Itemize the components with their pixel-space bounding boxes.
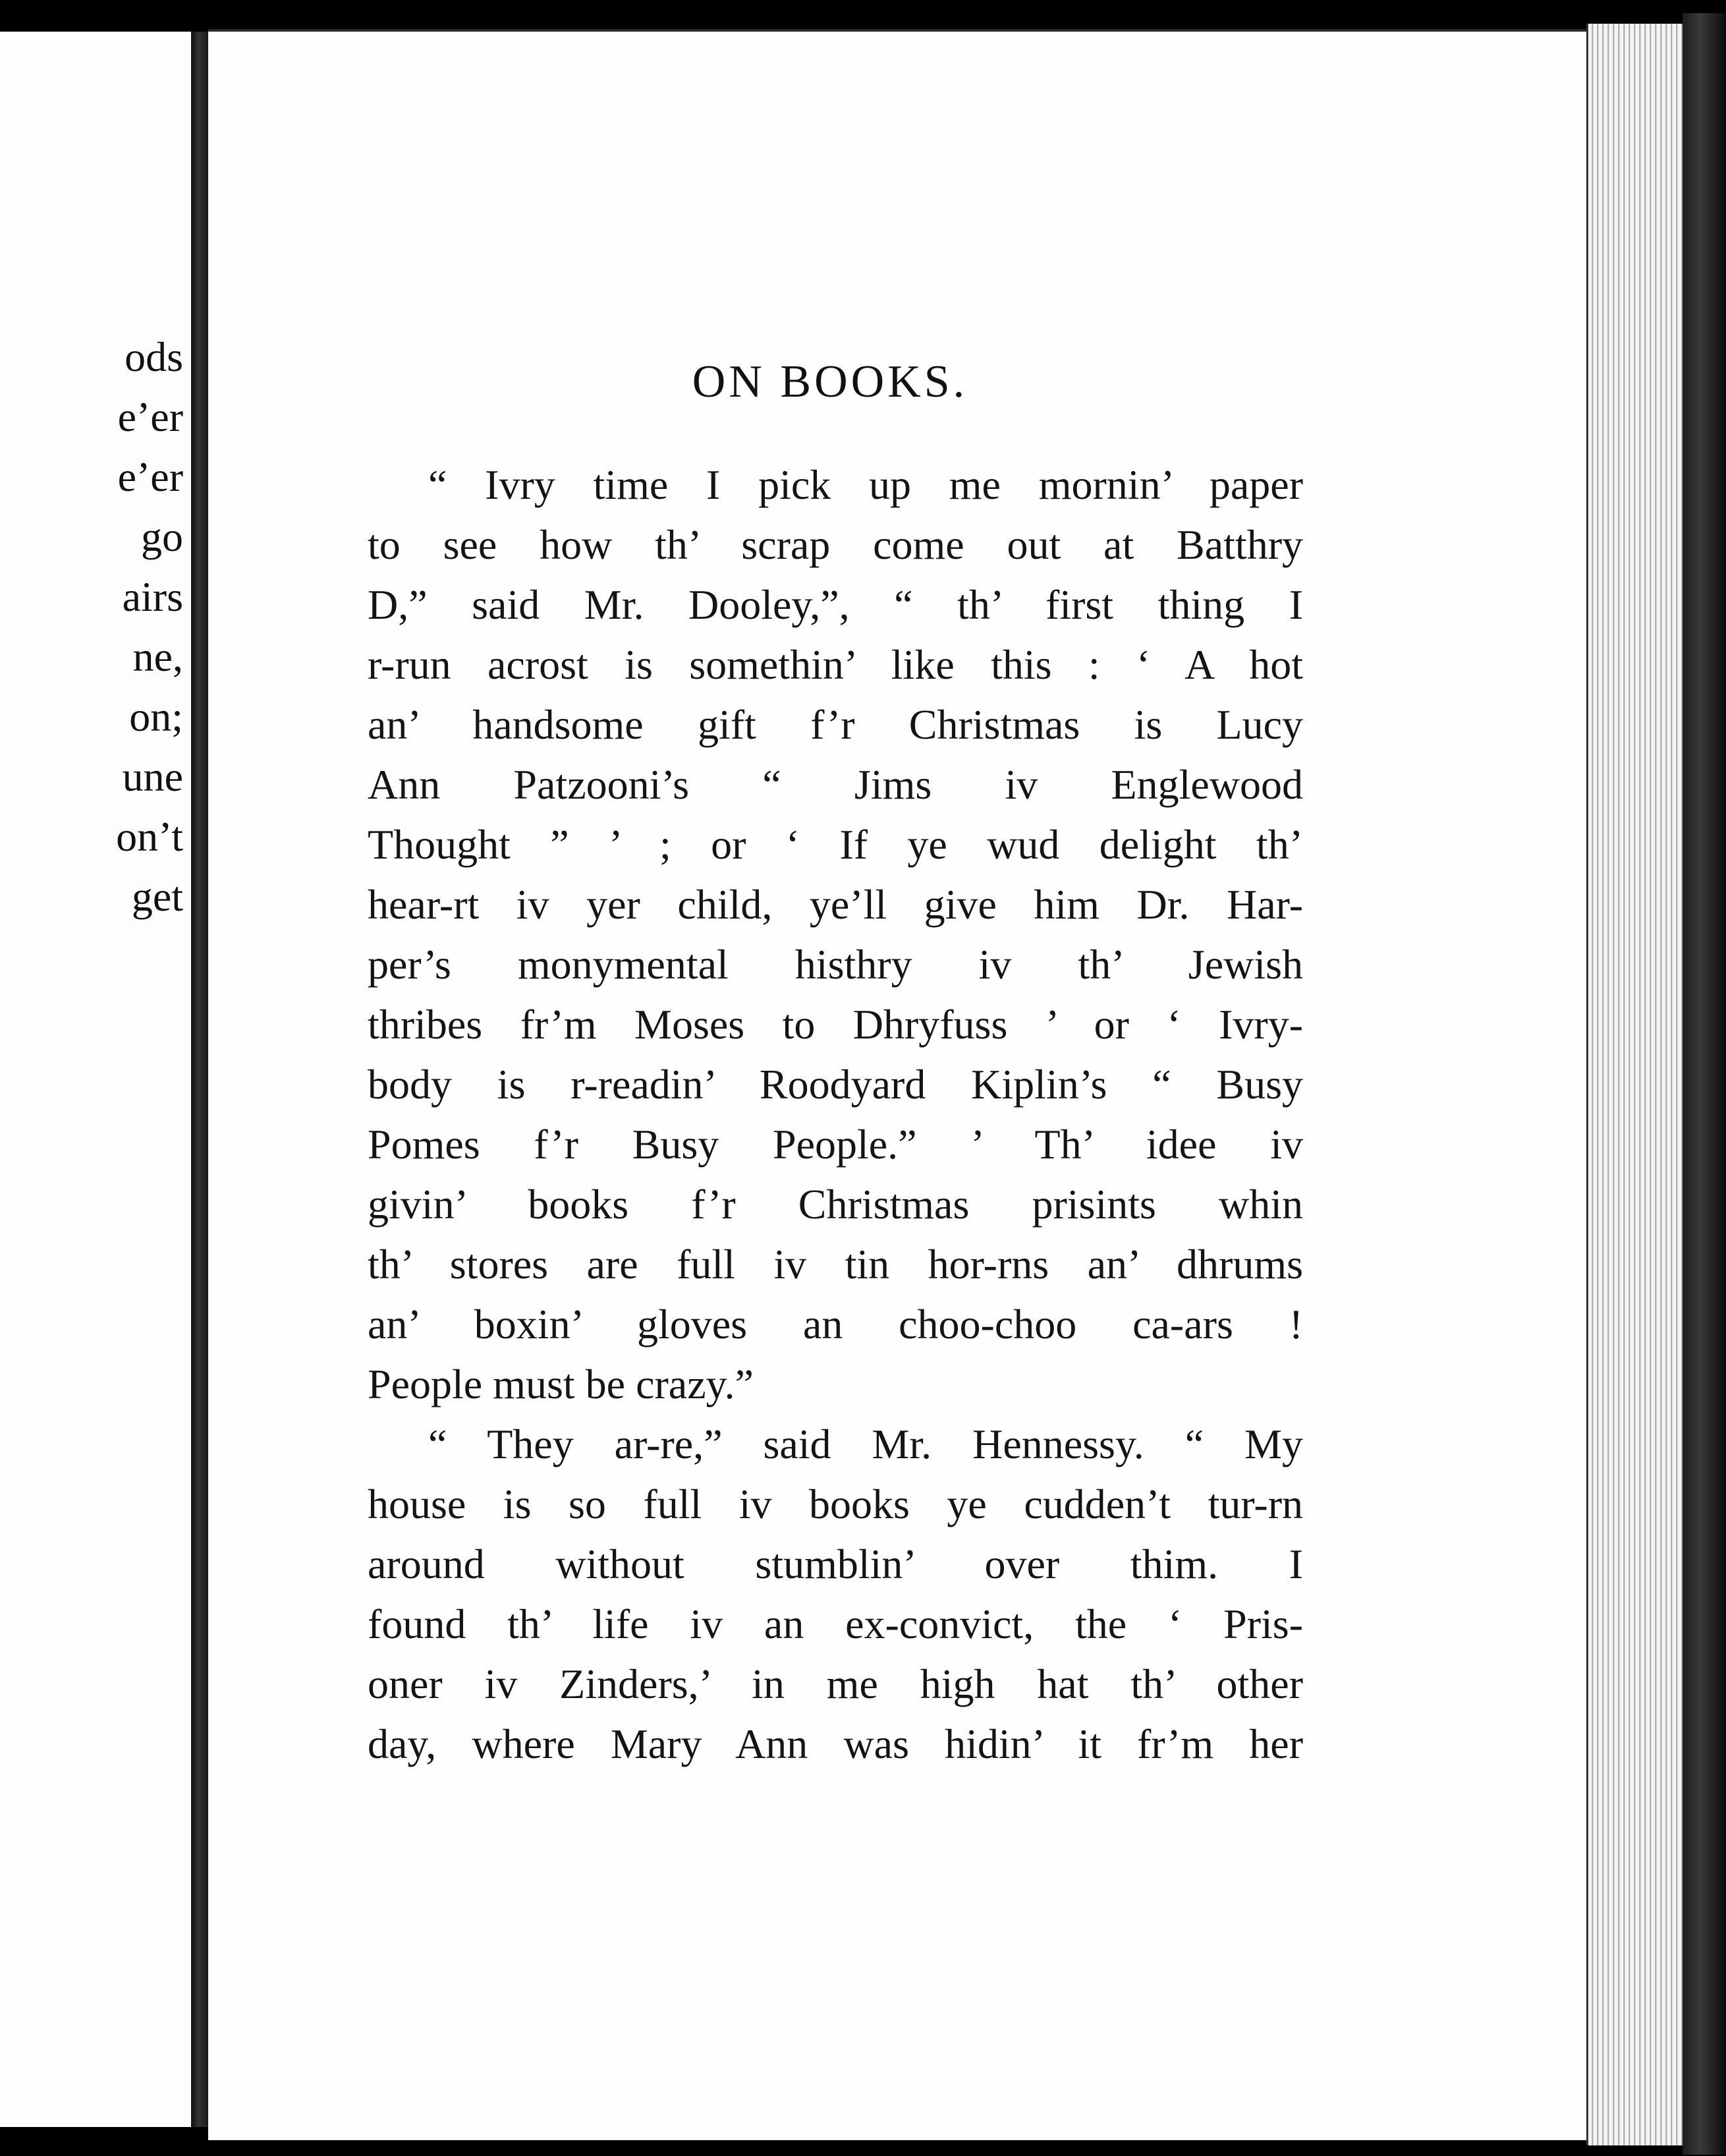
text-line: house is so full iv books ye cudden’t tur-rn: [368, 1481, 1303, 1527]
text-line: an’ boxin’ gloves an choo-choo ca-ars !: [368, 1301, 1303, 1348]
left-line: airs: [122, 573, 183, 620]
text-line: to see how th’ scrap come out at Batthry: [368, 521, 1303, 568]
left-line: go: [141, 513, 183, 560]
book-cover-edge: [1683, 13, 1726, 2155]
text-line: givin’ books f’r Christmas prisints whin: [368, 1181, 1303, 1228]
text-line: “ Ivry time I pick up me mornin’ paper: [428, 461, 1303, 508]
left-line: get: [131, 873, 183, 920]
text-line: D,” said Mr. Dooley,”, “ th’ first thing I: [368, 581, 1303, 628]
left-line: on;: [129, 693, 183, 740]
text-line: per’s monymental histhry iv th’ Jewish: [368, 941, 1303, 988]
text-line: Ann Patzooni’s “ Jims iv Englewood: [368, 761, 1303, 808]
left-line: ods: [125, 333, 183, 380]
left-line: une: [122, 753, 183, 800]
text-line: hear-rt iv yer child, ye’ll give him Dr. Har-: [368, 881, 1303, 928]
text-line: Thought ” ’ ; or ‘ If ye wud delight th’: [368, 821, 1303, 868]
text-line: found th’ life iv an ex-convict, the ‘ Pris-: [368, 1601, 1303, 1647]
page-title: ON BOOKS.: [692, 356, 968, 407]
paragraph-2: [368, 1414, 1303, 1774]
text-line: “ They ar-re,” said Mr. Hennessy. “ My: [428, 1421, 1303, 1467]
book-gutter: [191, 32, 208, 2127]
body-text: [368, 455, 1303, 1774]
left-line: e’er: [117, 453, 183, 500]
text-line: th’ stores are full iv tin hor-rns an’ dhrums: [368, 1241, 1303, 1288]
text-line: an’ handsome gift f’r Christmas is Lucy: [368, 701, 1303, 748]
left-facing-page: [0, 32, 191, 2127]
text-line: body is r-readin’ Roodyard Kiplin’s “ Busy: [368, 1061, 1303, 1108]
paragraph-1: [368, 455, 1303, 1414]
text-line: Pomes f’r Busy People.” ’ Th’ idee iv: [368, 1121, 1303, 1168]
text-line: day, where Mary Ann was hidin’ it fr’m her: [368, 1720, 1303, 1767]
text-line: r-run acrost is somethin’ like this : ‘ A hot: [368, 641, 1303, 688]
left-line: ne,: [132, 633, 183, 680]
text-line: thribes fr’m Moses to Dhryfuss ’ or ‘ Ivry-: [368, 1001, 1303, 1048]
text-line: oner iv Zinders,’ in me high hat th’ other: [368, 1660, 1303, 1707]
left-line: on’t: [116, 813, 183, 860]
left-line: e’er: [117, 393, 183, 440]
page-block-edge: [1586, 24, 1684, 2145]
left-page-text: [116, 327, 183, 926]
text-line: People must be crazy.”: [368, 1361, 754, 1407]
text-line: around without stumblin’ over thim. I: [368, 1541, 1303, 1587]
